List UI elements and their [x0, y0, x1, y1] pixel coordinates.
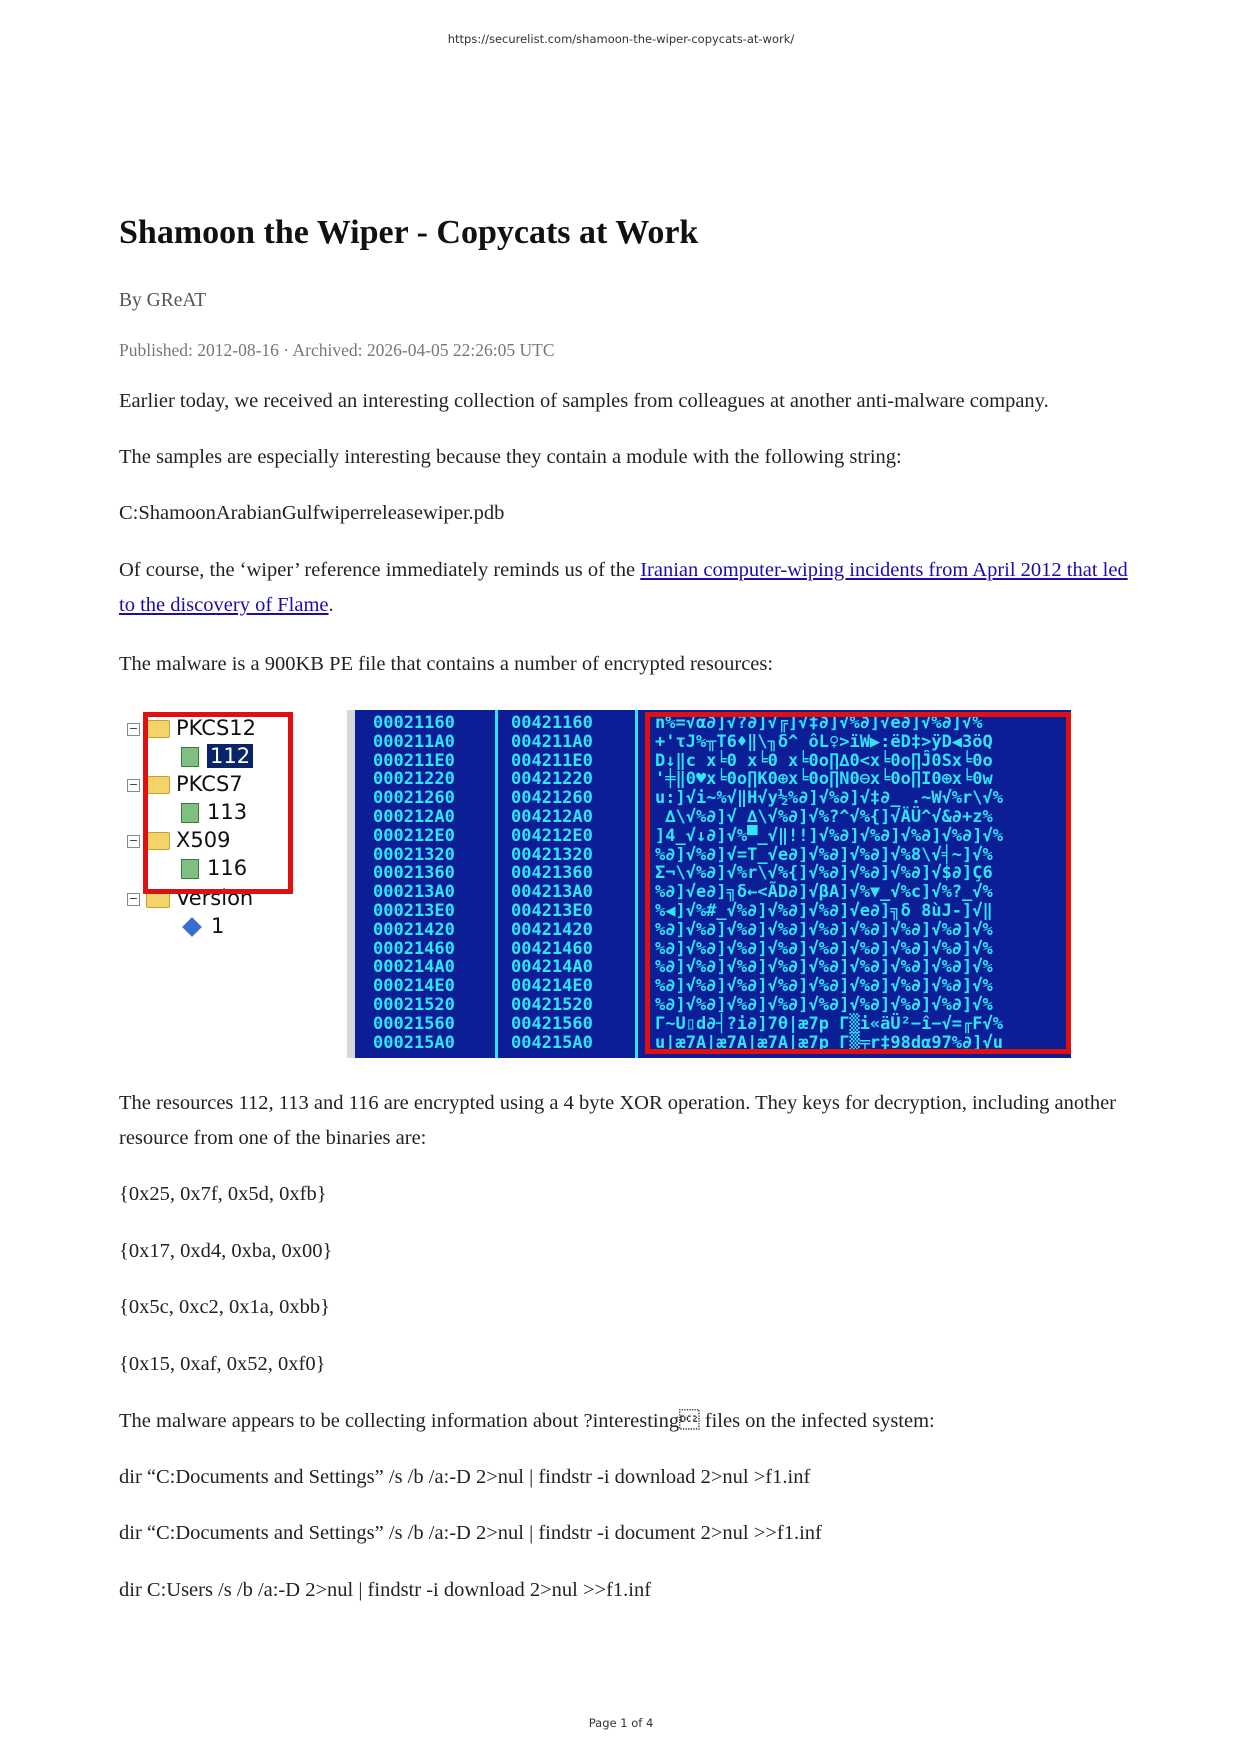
xor-key-4: {0x15, 0xaf, 0x52, 0xf0}: [119, 1353, 326, 1375]
collapse-icon: −: [128, 777, 139, 791]
article-byline: By GReAT: [119, 290, 207, 311]
tree-node-label: 1: [211, 914, 225, 938]
hex-ascii-dump: n%=√α∂]√?∂]√╔]√‡∂]√%∂]√e∂]√%∂]√% +'τJ%╥T6♦‖\╖δ^ ôL♀>ïW▶:ëD‡>ÿD◀3öQ D↓‖c x╘0 x╘0 x╘0o∏∆0<x╘0o∏Ĵ0Sx╘0o '╪‖0♥x╘0o∏K0⊕x╘0o∏N0⊖x╘0o∏I0⊕x╘0w u:]√i~%√‖H√y½%∂]√%∂]√‡∂_ .~W√%r\√% ∆\√%∂]√ ∆\√%∂]√%?^√%{]√ÄÜ^√&∂+z% ]4_√↓∂]√%▀_√‖!!]√%∂]√%∂]√%∂]√%∂]√% %∂]√%∂]√=T_√e∂]√%∂]√%∂]√%8\√╡~]√% Σ¬\√%∂]√%r\√%{]√%∂]√%∂]√%∂]√$∂]Ç6 %∂]√e∂]╗δ←<ÃD∂]√βA]√%▼_√%c]√%?_√% %◀]√%#_√%∂]√%∂]√%∂]√e∂]╗δ 8ùJ-]√‖ %∂]√%∂]√%∂]√%∂]√%∂]√%∂]√%∂]√%∂]√% %∂]√%∂]√%∂]√%∂]√%∂]√%∂]√%∂]√%∂]√% %∂]√%∂]√%∂]√%∂]√%∂]√%∂]√%∂]√%∂]√% %∂]√%∂]√%∂]√%∂]√%∂]√%∂]√%∂]√%∂]√% %∂]√%∂]√%∂]√%∂]√%∂]√%∂]√%∂]√%∂]√% Γ~U▯d∂┤?i∂]7θ|æ7p Γ▒i«äÜ²−î−√=╓F√% u|æ7A|æ7A|æ7A|æ7p Γ▒╤r‡98dα97%∂]√u: [655, 714, 1003, 1053]
article-title: Shamoon the Wiper - Copycats at Work: [119, 214, 699, 251]
tree-node-version-1: [181, 914, 224, 942]
version-icon: [182, 917, 202, 937]
collapse-icon: −: [128, 891, 139, 905]
hex-viewer: [355, 710, 1071, 1058]
paragraph-text: Of course, the ‘wiper’ reference immediately reminds us of the: [119, 559, 641, 581]
tree-node-label: 112: [207, 744, 253, 768]
tree-node-label: X509: [176, 828, 231, 852]
command-line-3: dir C:Users /s /b /a:-D 2>nul | findstr -i download 2>nul >>f1.inf: [119, 1579, 652, 1601]
tree-node-label: PKCS12: [176, 716, 257, 740]
flame-incident-link[interactable]: Iranian computer-wiping incidents from April 2012 that led to the discovery of Flame: [119, 559, 1128, 616]
tree-node-label: 116: [207, 856, 248, 880]
paragraph-malware-size: The malware is a 900KB PE file that contains a number of encrypted resources:: [119, 653, 774, 675]
paragraph-text-end: .: [328, 594, 334, 616]
xor-key-3: {0x5c, 0xc2, 0x1a, 0xbb}: [119, 1296, 330, 1318]
paragraph-intro: Earlier today, we received an interesting collection of samples from colleagues at another anti-malware company.: [119, 390, 1049, 412]
resource-tree: [119, 710, 355, 1058]
command-line-2: dir “C:Documents and Settings” /s /b /a:-D 2>nul | findstr -i document 2>nul >>f1.inf: [119, 1522, 822, 1544]
xor-key-2: {0x17, 0xd4, 0xba, 0x00}: [119, 1240, 333, 1262]
hex-highlight-box: [645, 712, 1071, 1054]
collapse-icon: −: [128, 721, 139, 735]
tree-node-label: Version: [176, 886, 254, 910]
hex-column-divider: [635, 710, 638, 1058]
pdb-string: C:ShamoonArabianGulfwiperreleasewiper.pdb: [119, 502, 505, 524]
page-url-header: https://securelist.com/shamoon-the-wiper-copycats-at-work/: [447, 32, 795, 46]
paragraph-wiper-reference: [119, 553, 1129, 623]
tree-splitter: [347, 710, 355, 1058]
collapse-icon: −: [128, 833, 139, 847]
command-line-1: dir “C:Documents and Settings” /s /b /a:-D 2>nul | findstr -i download 2>nul >f1.inf: [119, 1466, 811, 1488]
hex-offsets-file: 00021160 000211A0 000211E0 00021220 00021260 000212A0 000212E0 00021320 00021360 000213A0 000213E0 00021420 00021460 000214A0 000214E0 00021520 00021560 000215A0: [373, 713, 455, 1053]
page-number: Page 1 of 4: [588, 1716, 654, 1730]
article-meta: Published: 2012-08-16 · Archived: 2026-04-05 22:26:05 UTC: [119, 340, 555, 360]
tree-node-label: PKCS7: [176, 772, 243, 796]
tree-highlight-box: [143, 712, 293, 894]
tree-node-label: 113: [207, 800, 248, 824]
paragraph-samples: The samples are especially interesting because they contain a module with the following string:: [119, 446, 902, 468]
resource-screenshot: [119, 710, 1071, 1058]
hex-column-divider: [495, 710, 498, 1058]
paragraph-xor: The resources 112, 113 and 116 are encrypted using a 4 byte XOR operation. They keys for decryption, including another resource from one of the binaries are:: [119, 1092, 1117, 1149]
hex-offsets-virtual: 00421160 004211A0 004211E0 00421220 00421260 004212A0 004212E0 00421320 00421360 004213A0 004213E0 00421420 00421460 004214A0 004214E0 00421520 00421560 004215A0: [511, 713, 593, 1053]
paragraph-collection: The malware appears to be collecting information about ?interesting files on the infected system:: [119, 1410, 935, 1432]
xor-key-1: {0x25, 0x7f, 0x5d, 0xfb}: [119, 1183, 327, 1205]
